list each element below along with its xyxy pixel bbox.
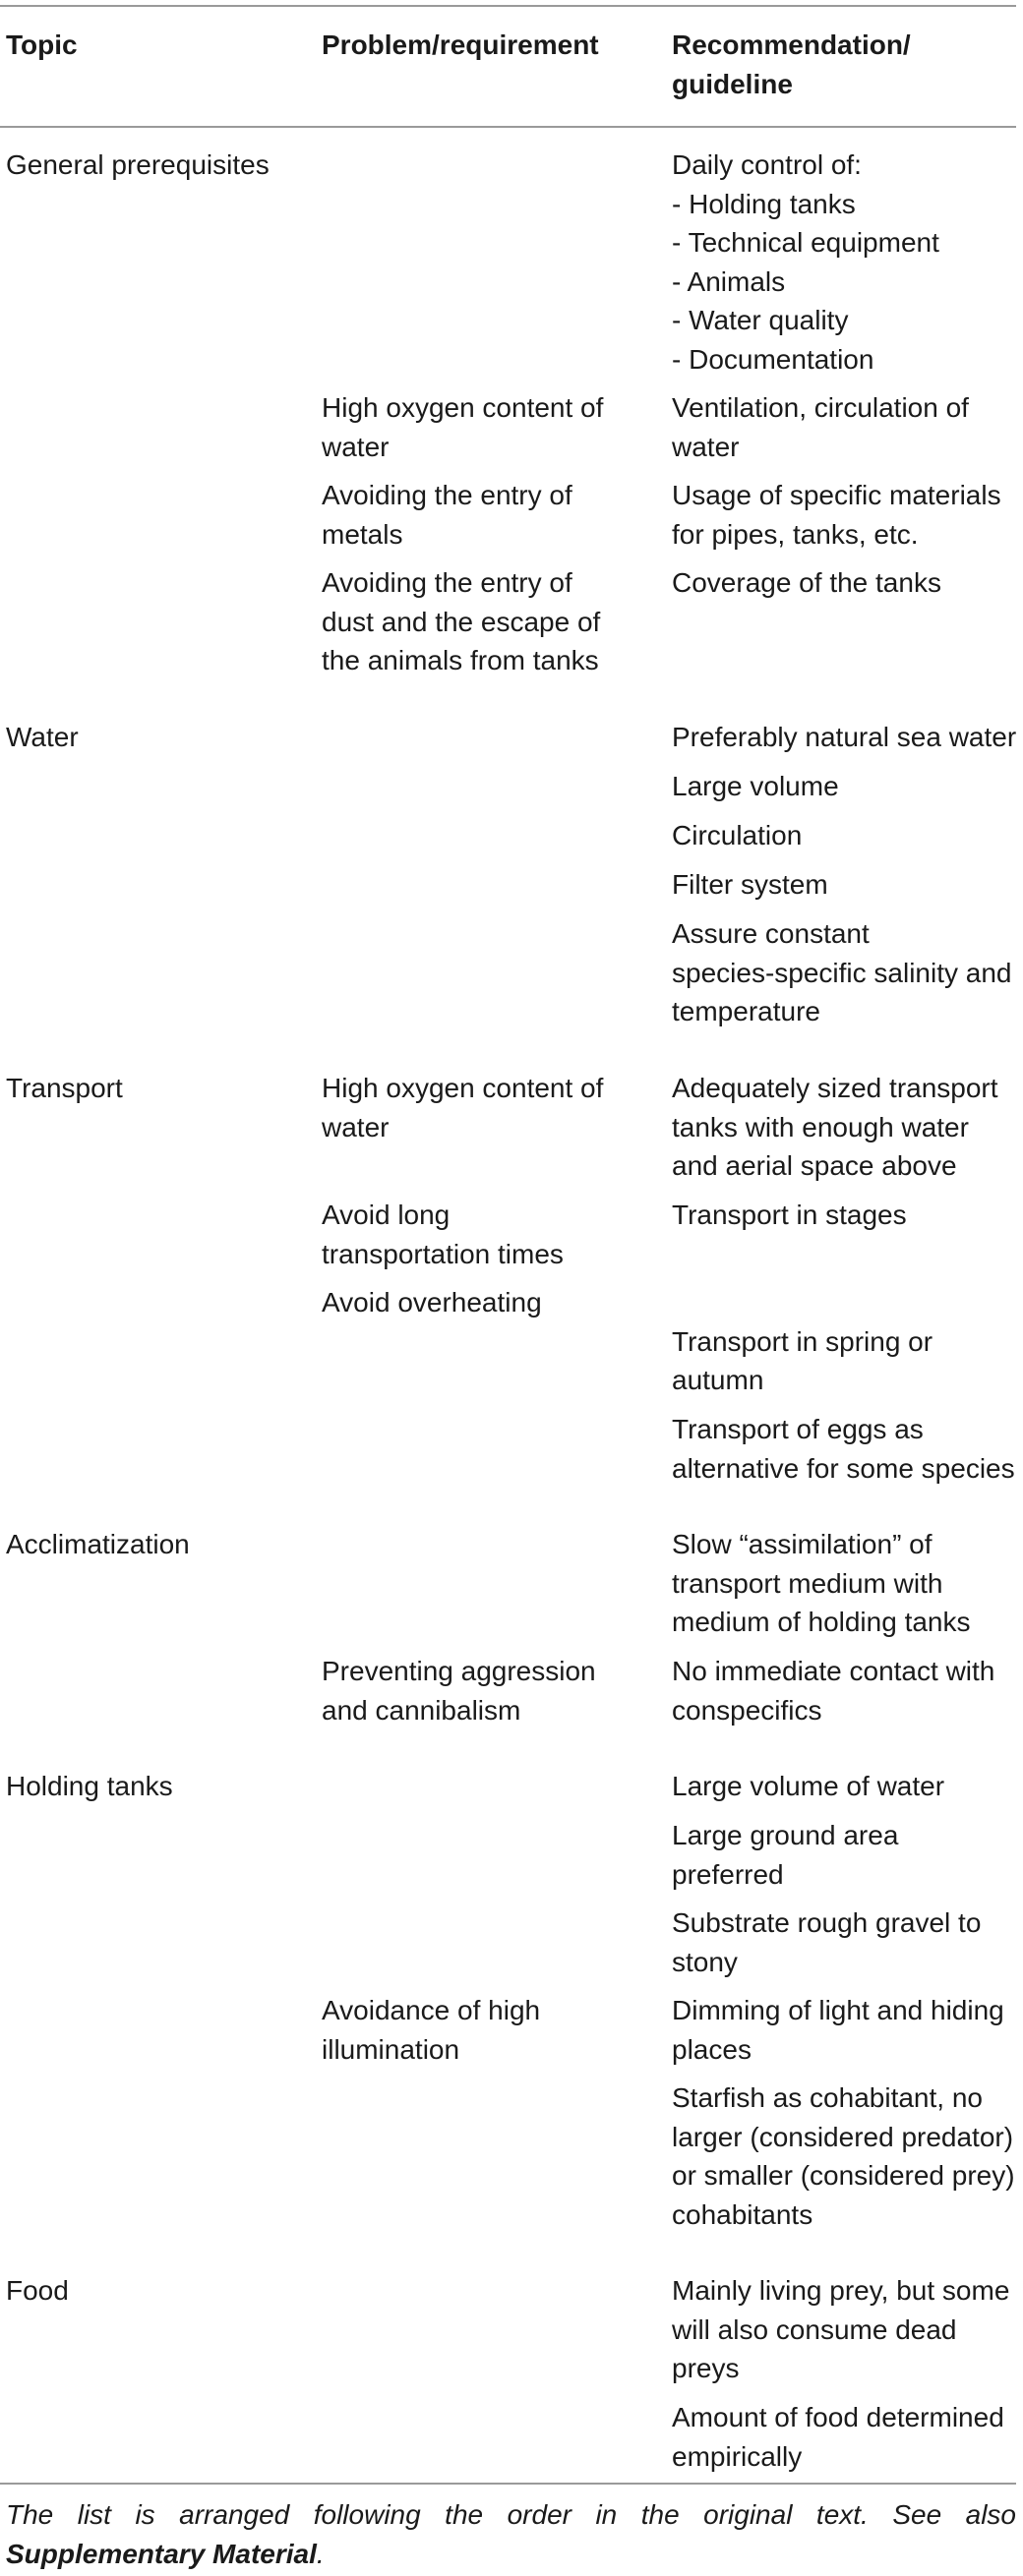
table-section <box>0 1767 1023 2234</box>
table-row <box>0 1767 1023 1806</box>
topic-cell: General prerequisites <box>6 149 270 180</box>
table-row <box>0 718 1023 757</box>
recommendation-cell: No immediate contact with conspecifics <box>672 1656 995 1726</box>
header-problem: Problem/requirement <box>322 29 599 60</box>
recommendation-cell: Usage of specific materials for pipes, tanks, etc. <box>672 480 1001 550</box>
problem-cell: Avoid long transportation times <box>322 1200 564 1269</box>
problem-cell: High oxygen content of water <box>322 392 604 462</box>
topic-cell: Holding tanks <box>6 1771 173 1801</box>
table-row <box>0 1816 1023 1894</box>
table-row <box>0 1991 1023 2069</box>
header-topic: Topic <box>6 29 78 60</box>
table-section <box>0 1525 1023 1729</box>
footnote-end: . <box>316 2539 325 2569</box>
table-row <box>0 1069 1023 1186</box>
table-header <box>0 26 1016 124</box>
recommendation-cell: Starfish as cohabitant, no larger (considered predator) or smaller (considered prey) cohabitants <box>672 2082 1015 2230</box>
table-row <box>0 816 1023 855</box>
table-section <box>0 718 1023 1031</box>
recommendation-cell: Preferably natural sea water <box>672 722 1017 752</box>
table-row <box>0 476 1023 554</box>
table-top-rule <box>0 5 1016 7</box>
table-row <box>0 563 1023 680</box>
table-row <box>0 914 1023 1031</box>
table-footnote <box>6 2495 1016 2574</box>
header-rule <box>0 126 1016 128</box>
table-row <box>0 2398 1023 2476</box>
recommendation-cell: Assure constant species-specific salinity and temperature <box>672 918 1012 1026</box>
header-recommendation: Recommendation/ guideline <box>672 29 911 99</box>
table-row <box>0 2078 1023 2234</box>
table-bottom-rule <box>0 2483 1016 2485</box>
problem-cell: Avoid overheating <box>322 1287 542 1317</box>
problem-cell: Avoiding the entry of dust and the escape of the animals from tanks <box>322 567 601 675</box>
problem-cell: Avoidance of high illumination <box>322 1995 541 2065</box>
table-row <box>0 767 1023 806</box>
recommendation-cell: Filter system <box>672 869 828 900</box>
problem-cell: High oxygen content of water <box>322 1073 604 1142</box>
recommendation-cell: Slow “assimilation” of transport medium with medium of holding tanks <box>672 1529 971 1637</box>
topic-cell: Transport <box>6 1073 123 1103</box>
table-row <box>0 1652 1023 1729</box>
recommendation-cell: Coverage of the tanks <box>672 567 941 598</box>
table-section <box>0 2271 1023 2476</box>
topic-cell: Water <box>6 722 79 752</box>
recommendation-cell: Transport of eggs as alternative for some species <box>672 1414 1015 1484</box>
recommendation-cell: Circulation <box>672 820 803 850</box>
recommendation-cell: Large ground area preferred <box>672 1820 899 1890</box>
table-body <box>0 146 1023 2513</box>
problem-cell: Avoiding the entry of metals <box>322 480 572 550</box>
footnote-text: The list is arranged following the order in the original text. See also <box>6 2499 1016 2530</box>
recommendation-cell: Ventilation, circulation of water <box>672 392 969 462</box>
table-row <box>0 2271 1023 2388</box>
recommendation-cell: Daily control of: - Holding tanks - Technical equipment - Animals - Water quality - Documentation <box>672 149 939 375</box>
table-row <box>0 1283 1023 1400</box>
topic-cell: Acclimatization <box>6 1529 190 1559</box>
table-row <box>0 1525 1023 1642</box>
recommendation-cell: Large volume <box>672 771 839 801</box>
supplementary-material-link: Supplementary Material <box>6 2539 317 2569</box>
table-section <box>0 1069 1023 1488</box>
recommendation-cell: Transport in spring or autumn <box>672 1325 933 1395</box>
recommendation-cell: Transport in stages <box>672 1200 907 1230</box>
table-row <box>0 1903 1023 1981</box>
table-row <box>0 865 1023 905</box>
table-section <box>0 146 1023 680</box>
problem-cell: Preventing aggression and cannibalism <box>322 1656 596 1726</box>
recommendation-cell: Mainly living prey, but some will also consume dead preys <box>672 2275 1010 2383</box>
table-row <box>0 1410 1023 1488</box>
table-row <box>0 388 1023 466</box>
recommendation-cell: Large volume of water <box>672 1771 945 1801</box>
recommendation-cell: Substrate rough gravel to stony <box>672 1907 982 1977</box>
table-row <box>0 1196 1023 1273</box>
recommendation-cell: Adequately sized transport tanks with enough water and aerial space above <box>672 1073 998 1181</box>
recommendation-cell: Dimming of light and hiding places <box>672 1995 1004 2065</box>
topic-cell: Food <box>6 2275 69 2306</box>
recommendation-cell: Amount of food determined empirically <box>672 2402 1004 2472</box>
table-row <box>0 146 1023 379</box>
